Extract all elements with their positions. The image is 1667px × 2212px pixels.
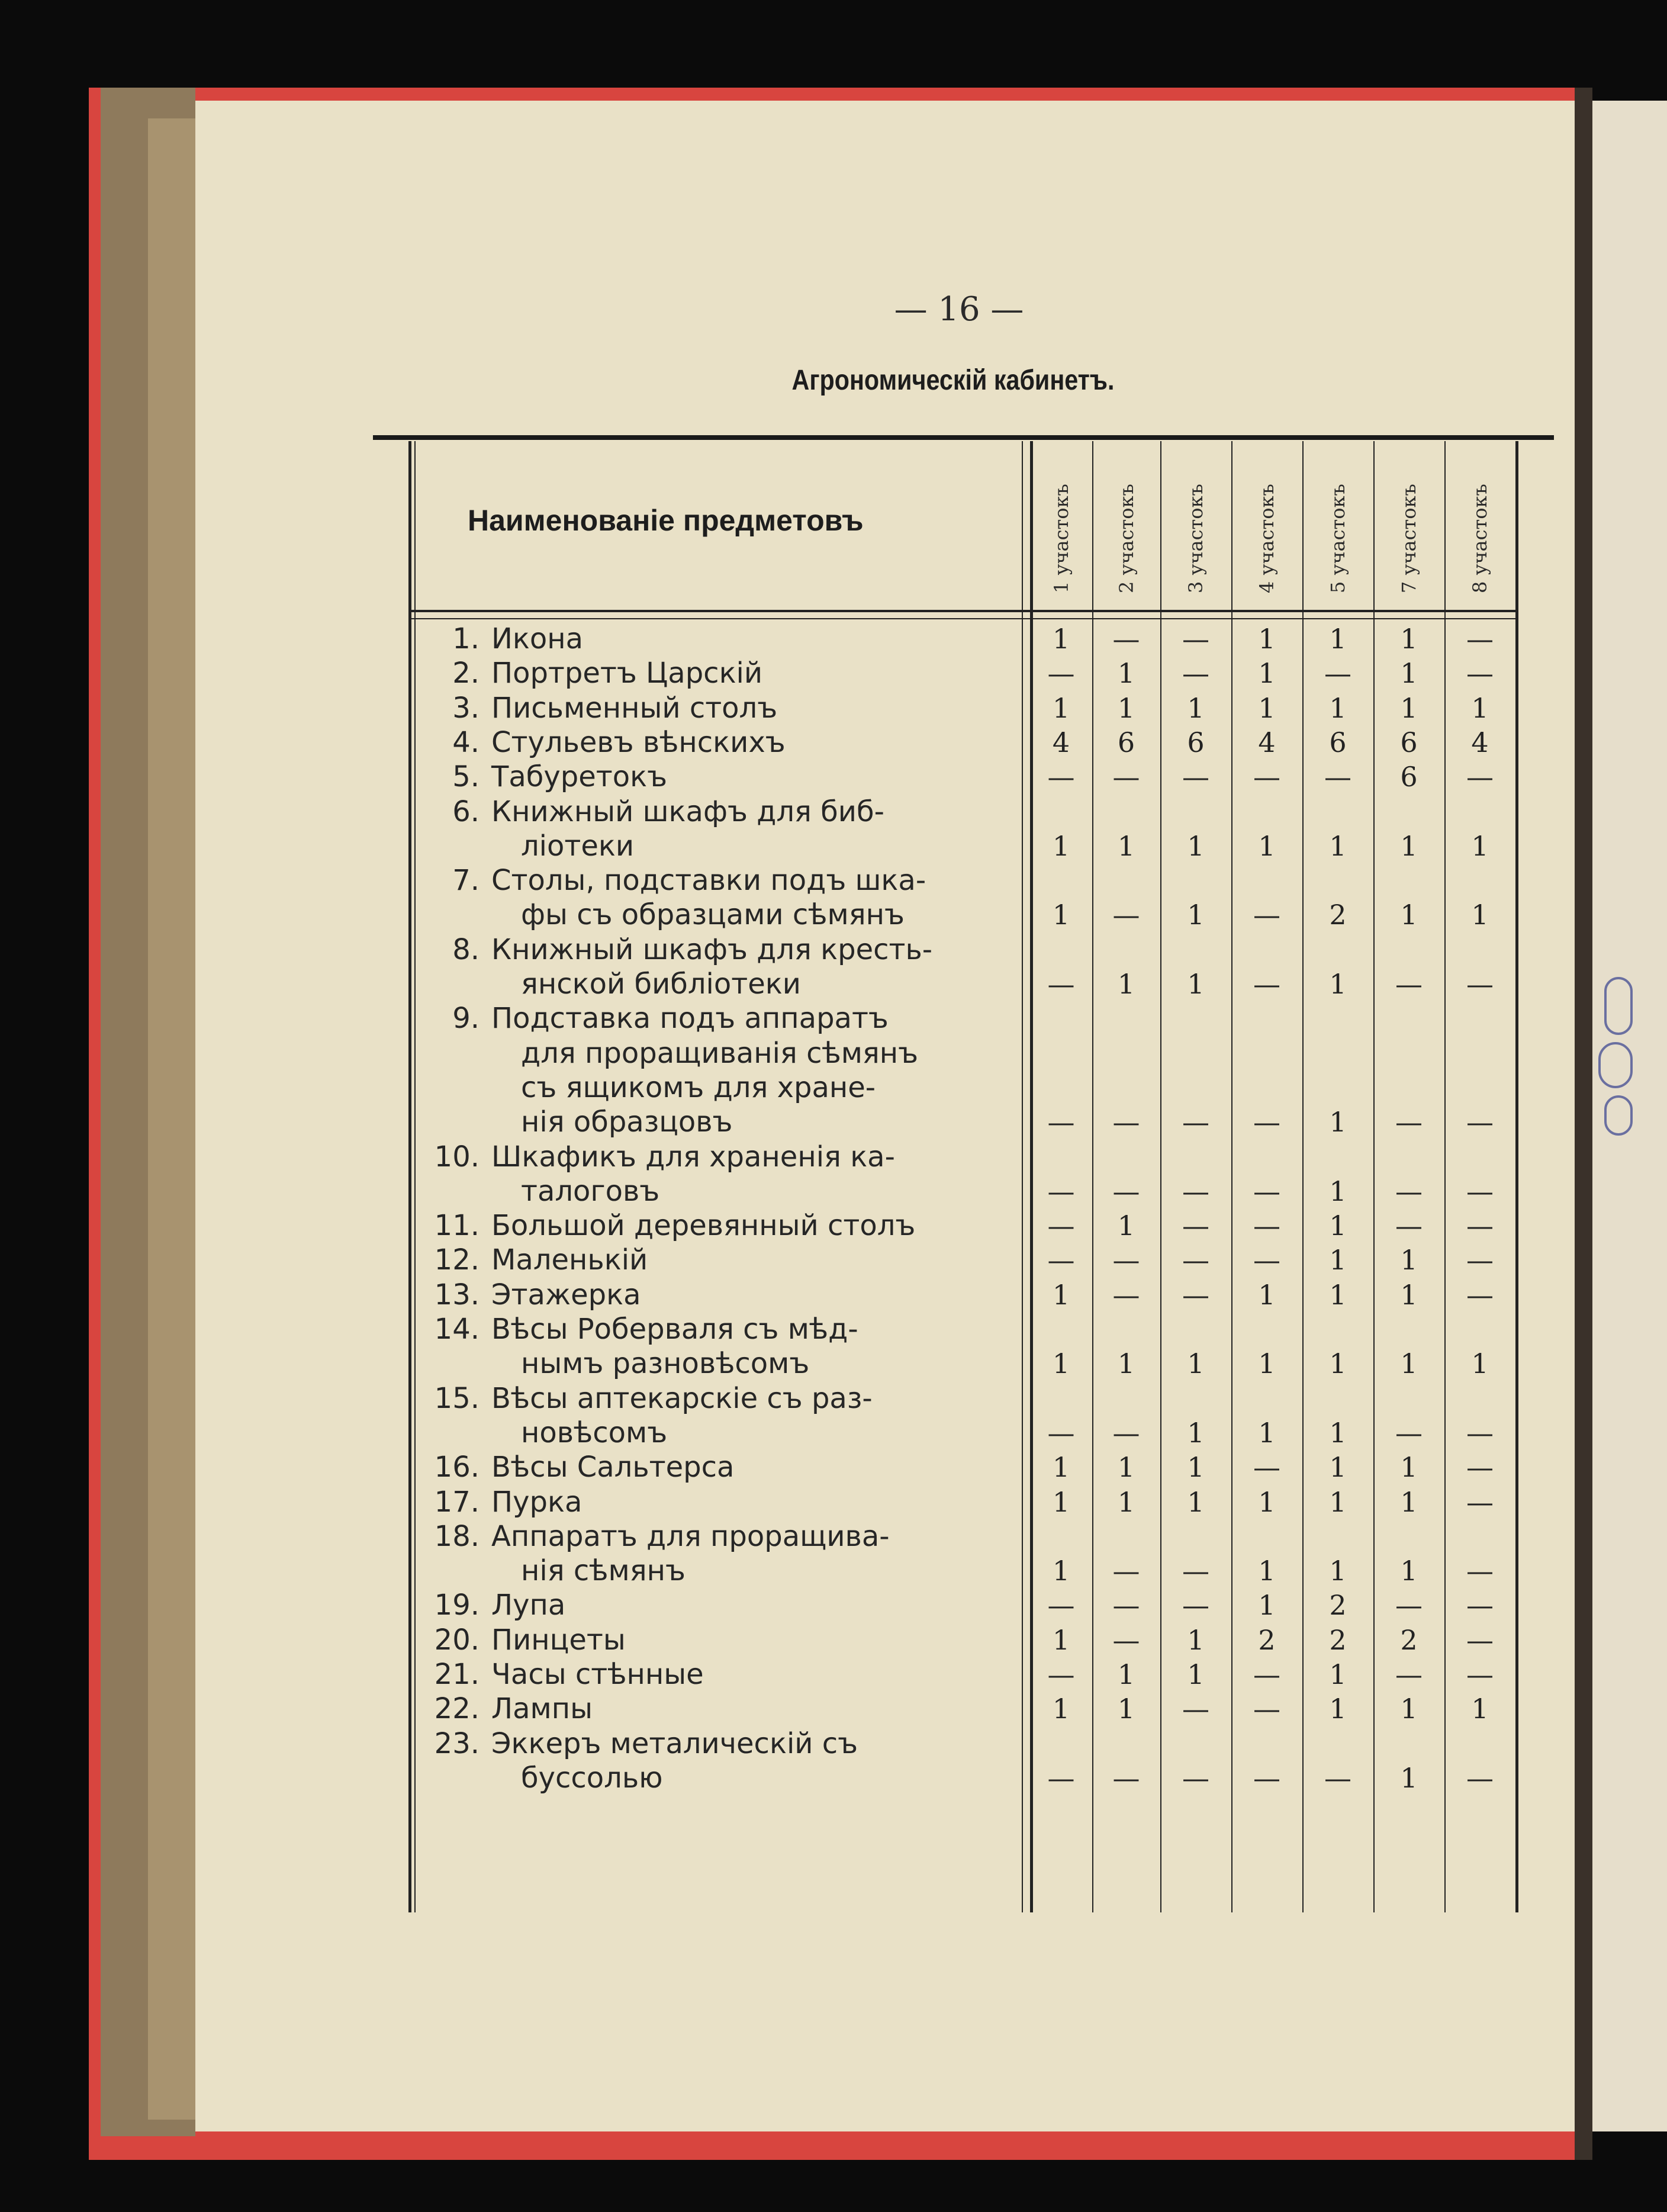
item-name: Большой деревянный столъ [491,1209,916,1243]
header-rule [408,618,1518,619]
row-number: 19. [434,1589,479,1622]
row-number: 12. [434,1243,479,1277]
page-edge-inner [148,118,201,2120]
page-number: — 16 — [894,290,1024,329]
table-cell: — [1182,1555,1209,1587]
table-cell: 1 [1187,692,1205,724]
table-cell: 1 [1329,1486,1347,1518]
table-cell: — [1112,1555,1140,1587]
table-cell: 1 [1117,1348,1135,1380]
table-cell: — [1047,1658,1075,1690]
table-cell: — [1112,1244,1140,1277]
table-cell: — [1466,1451,1494,1484]
table-cell: 1 [1258,1348,1276,1380]
item-name: Часы стѣнные [491,1658,704,1691]
row-number: 11. [434,1209,479,1243]
table-cell: 1 [1471,899,1489,931]
table-cell: — [1466,1210,1494,1242]
row-number: 5. [452,760,479,794]
item-name: Табуретокъ [491,760,667,794]
table-cell: 1 [1471,692,1489,724]
table-row-line [408,1278,1024,1312]
table-row-line [408,1485,1024,1519]
table-cell: — [1324,657,1351,690]
column-header [1160,456,1231,616]
item-name: талоговъ [521,1174,660,1208]
table-cell: 1 [1400,1761,1418,1794]
item-name: новѣсомъ [521,1416,668,1449]
table-cell: 1 [1329,1348,1347,1380]
table-cell: — [1466,1589,1494,1622]
column-header-label: 5 участокъ [1327,484,1349,593]
item-name: Шкафикъ для храненія ка- [491,1140,895,1173]
table-cell: 1 [1258,1589,1276,1622]
item-name: ліотеки [521,829,635,863]
table-cell: — [1112,1416,1140,1449]
table-cell: — [1466,657,1494,690]
table-cell: — [1112,1761,1140,1794]
table-cell: — [1182,623,1209,655]
table-row-line [408,1416,1024,1450]
title-rule [373,435,1554,440]
table-cell: — [1047,761,1075,793]
column-header [1092,456,1160,616]
table-cell: 1 [1329,1658,1347,1690]
row-number: 22. [434,1692,479,1726]
table-cell: — [1395,1106,1423,1139]
table-row-line [408,1623,1024,1657]
table-cell: 1 [1117,1210,1135,1242]
table-row-line [408,1588,1024,1622]
table-row-line [408,863,1024,898]
table-cell: 1 [1052,899,1070,931]
table-cell: 4 [1258,726,1276,758]
table-cell: 1 [1258,830,1276,862]
column-header-label: 3 участокъ [1185,484,1207,593]
table-cell: 1 [1400,1555,1418,1587]
table-cell: — [1466,1244,1494,1277]
item-name: для проращиванія сѣмянъ [521,1036,919,1070]
item-name: Аппаратъ для проращива- [491,1519,890,1553]
table-cell: — [1112,1175,1140,1207]
table-cell: 1 [1117,1451,1135,1484]
column-divider [1515,441,1518,1912]
table-row-line [408,829,1024,863]
table-row-line [408,1554,1024,1588]
table-cell: 1 [1052,1451,1070,1484]
table-cell: — [1047,657,1075,690]
table-cell: 1 [1258,1486,1276,1518]
table-cell: — [1182,1175,1209,1207]
table-cell: 1 [1052,1623,1070,1656]
table-cell: 1 [1117,657,1135,690]
table-cell: 1 [1329,1416,1347,1449]
table-cell: — [1466,1175,1494,1207]
table-cell: — [1112,1623,1140,1656]
table-cell: — [1253,1693,1280,1725]
item-name: Вѣсы Роберваля съ мѣд- [491,1313,858,1346]
table-cell: — [1182,1244,1209,1277]
table-cell: — [1112,1106,1140,1139]
table-cell: 6 [1400,761,1418,793]
table-cell: 1 [1117,968,1135,1000]
table-cell: — [1253,1106,1280,1139]
table-cell: 1 [1187,1623,1205,1656]
item-name: Подставка подъ аппаратъ [491,1002,889,1036]
table-row-line [408,1450,1024,1484]
item-name: Вѣсы аптекарскіе съ раз- [491,1381,873,1415]
table-cell: 1 [1258,1416,1276,1449]
table-cell: 1 [1400,1451,1418,1484]
table-row-line [408,691,1024,725]
table-cell: 1 [1052,1348,1070,1380]
column-header [1231,456,1302,616]
table-cell: 1 [1400,623,1418,655]
table-row-line [408,725,1024,760]
table-cell: 1 [1052,830,1070,862]
item-name: нымъ разновѣсомъ [521,1347,810,1381]
table-cell: — [1182,1210,1209,1242]
table-cell: — [1395,1210,1423,1242]
table-cell: 1 [1187,1451,1205,1484]
table-cell: — [1324,1761,1351,1794]
row-number: 16. [434,1451,479,1484]
table-cell: 2 [1329,1589,1347,1622]
table-cell: 1 [1052,1278,1070,1311]
table-cell: 1 [1329,1106,1347,1139]
table-cell: 1 [1329,1175,1347,1207]
table-row-line [408,1692,1024,1726]
table-cell: — [1112,623,1140,655]
table-cell: 1 [1329,1244,1347,1277]
table-cell: 4 [1052,726,1070,758]
table-cell: 1 [1400,899,1418,931]
table-cell: 1 [1052,623,1070,655]
table-cell: 1 [1117,1658,1135,1690]
table-cell: 4 [1471,726,1489,758]
table-cell: 1 [1052,1555,1070,1587]
table-cell: — [1047,1244,1075,1277]
table-cell: 1 [1052,1693,1070,1725]
table-cell: 1 [1258,1555,1276,1587]
table-cell: — [1466,761,1494,793]
row-number: 7. [452,864,479,898]
table-cell: 1 [1329,1278,1347,1311]
table-row-line [408,1070,1024,1105]
table-cell: 1 [1400,692,1418,724]
table-row-line [408,656,1024,690]
item-name: Стульевъ вѣнскихъ [491,725,786,759]
row-number: 13. [434,1278,479,1311]
table-cell: 6 [1329,726,1347,758]
item-name: фы съ образцами сѣмянъ [521,898,905,932]
table-row-line [408,622,1024,656]
table-cell: 1 [1329,692,1347,724]
row-number: 6. [452,795,479,828]
table-cell: 1 [1187,1416,1205,1449]
item-name: Письменный столъ [491,691,778,725]
item-name: Этажерка [491,1278,641,1311]
page-title: Агрономическій кабинетъ. [791,365,1115,396]
column-header [1444,456,1515,616]
table-cell: 1 [1400,1348,1418,1380]
table-cell: 1 [1400,1278,1418,1311]
table-cell: 1 [1117,1486,1135,1518]
table-cell: 2 [1329,899,1347,931]
item-name: нія сѣмянъ [521,1554,686,1588]
column-header [1302,456,1373,616]
table-row-line [408,1243,1024,1277]
item-name: Портретъ Царскій [491,657,763,690]
table-row-line [408,1726,1024,1761]
table-cell: — [1253,761,1280,793]
item-name: буссолью [521,1761,663,1795]
table-cell: — [1253,1244,1280,1277]
table-row-line [408,760,1024,794]
table-cell: — [1466,1623,1494,1656]
table-cell: — [1466,1761,1494,1794]
table-cell: — [1047,1175,1075,1207]
table-row-line [408,1519,1024,1554]
table-cell: 1 [1329,1555,1347,1587]
column-header-label: 2 участокъ [1115,484,1138,593]
row-number: 21. [434,1658,479,1691]
row-number: 20. [434,1623,479,1657]
column-header-label: 1 участокъ [1050,484,1073,593]
table-row-line [408,1657,1024,1692]
table-cell: 1 [1187,830,1205,862]
row-number: 1. [452,622,479,655]
row-number: 15. [434,1381,479,1415]
table-row-line [408,1174,1024,1208]
item-name: Пинцеты [491,1623,626,1657]
table-cell: — [1466,1278,1494,1311]
table-cell: — [1253,899,1280,931]
handwritten-annotation [1592,977,1652,1155]
item-name: Лупа [491,1589,566,1622]
table-row-line [408,933,1024,967]
row-number: 4. [452,725,479,759]
table-cell: 1 [1258,657,1276,690]
table-cell: — [1395,1175,1423,1207]
table-cell: — [1047,1416,1075,1449]
table-cell: 1 [1400,1486,1418,1518]
table-row-line [408,1036,1024,1070]
table-cell: — [1047,1761,1075,1794]
table-cell: — [1466,1416,1494,1449]
table-cell: — [1182,1278,1209,1311]
table-cell: — [1253,1451,1280,1484]
item-name: Икона [491,622,584,655]
table-cell: — [1466,1555,1494,1587]
table-cell: — [1182,1761,1209,1794]
table-cell: 6 [1400,726,1418,758]
table-row-line [408,1381,1024,1416]
table-row-line [408,967,1024,1001]
table-cell: — [1395,1589,1423,1622]
table-cell: — [1253,1210,1280,1242]
item-name: Лампы [491,1692,593,1726]
row-number: 3. [452,691,479,725]
item-name: Маленькій [491,1243,648,1277]
table-cell: — [1395,968,1423,1000]
table-cell: — [1047,1210,1075,1242]
table-cell: 2 [1258,1623,1276,1656]
table-cell: — [1182,761,1209,793]
book-spine [1575,88,1592,2160]
table-cell: — [1112,761,1140,793]
table-cell: 1 [1258,692,1276,724]
table-cell: — [1182,1589,1209,1622]
table-cell: 1 [1187,1486,1205,1518]
table-cell: — [1253,968,1280,1000]
table-cell: 1 [1329,1210,1347,1242]
item-name: съ ящикомъ для хране- [521,1070,876,1104]
table-cell: 1 [1400,830,1418,862]
table-cell: — [1466,1486,1494,1518]
row-number: 10. [434,1140,479,1173]
table-cell: 1 [1117,1693,1135,1725]
column-header-label: 8 участокъ [1469,484,1491,593]
table-cell: — [1466,968,1494,1000]
table-cell: 1 [1400,657,1418,690]
item-name: Книжный шкафъ для кресть- [491,933,933,966]
table-cell: 1 [1329,623,1347,655]
table-cell: 1 [1117,830,1135,862]
table-cell: 1 [1400,1693,1418,1725]
table-cell: — [1112,1278,1140,1311]
item-name: Эккеръ металическій съ [491,1726,858,1760]
column-header [1030,456,1092,616]
row-number: 14. [434,1313,479,1346]
table-cell: — [1253,1175,1280,1207]
row-number: 17. [434,1485,479,1519]
table-row-line [408,1140,1024,1174]
table-cell: — [1047,968,1075,1000]
table-cell: — [1395,1416,1423,1449]
table-cell: — [1466,1106,1494,1139]
table-cell: 2 [1400,1623,1418,1656]
table-cell: 6 [1117,726,1135,758]
table-cell: — [1324,761,1351,793]
table-cell: 1 [1187,1348,1205,1380]
item-name: Книжный шкафъ для биб- [491,795,884,828]
table-cell: — [1182,657,1209,690]
table-cell: 1 [1052,692,1070,724]
row-number: 2. [452,657,479,690]
table-row-line [408,1208,1024,1243]
table-cell: — [1395,1658,1423,1690]
table-cell: — [1466,623,1494,655]
table-cell: 1 [1187,1658,1205,1690]
table-cell: — [1182,1693,1209,1725]
name-column-header: Наименованіе предметовъ [468,504,864,537]
item-name: Вѣсы Сальтерса [491,1451,735,1484]
row-number: 9. [452,1002,479,1036]
table-row-line [408,898,1024,932]
column-header-label: 4 участокъ [1256,484,1278,593]
table-cell: — [1253,1761,1280,1794]
table-cell: 1 [1471,1693,1489,1725]
table-cell: — [1047,1106,1075,1139]
table-cell: 1 [1052,1486,1070,1518]
table-cell: 1 [1329,1693,1347,1725]
row-number: 23. [434,1726,479,1760]
table-cell: — [1112,1589,1140,1622]
table-cell: — [1112,899,1140,931]
table-row-line [408,1001,1024,1036]
column-header-label: 7 участокъ [1398,484,1420,593]
table-cell: 1 [1329,1451,1347,1484]
table-cell: 1 [1471,1348,1489,1380]
item-name: Пурка [491,1485,583,1519]
table-cell: 1 [1329,968,1347,1000]
table-cell: 1 [1187,968,1205,1000]
table-cell: 1 [1471,830,1489,862]
table-row-line [408,1105,1024,1139]
table-cell: — [1047,1589,1075,1622]
table-cell: 1 [1329,830,1347,862]
item-name: нія образцовъ [521,1105,733,1139]
table-cell: 1 [1400,1244,1418,1277]
table-cell: 1 [1258,1278,1276,1311]
table-cell: 2 [1329,1623,1347,1656]
table-cell: — [1182,1106,1209,1139]
table-cell: 1 [1117,692,1135,724]
row-number: 18. [434,1519,479,1553]
table-row-line [408,1761,1024,1795]
table-cell: — [1253,1658,1280,1690]
column-header [1373,456,1444,616]
table-cell: 1 [1187,899,1205,931]
table-row-line [408,1312,1024,1346]
row-number: 8. [452,933,479,966]
table-cell: 1 [1258,623,1276,655]
item-name: янской библіотеки [521,967,801,1001]
table-cell: — [1466,1658,1494,1690]
table-row-line [408,1346,1024,1381]
item-name: Столы, подставки подъ шка- [491,864,926,898]
table-row-line [408,795,1024,829]
table-cell: 6 [1187,726,1205,758]
